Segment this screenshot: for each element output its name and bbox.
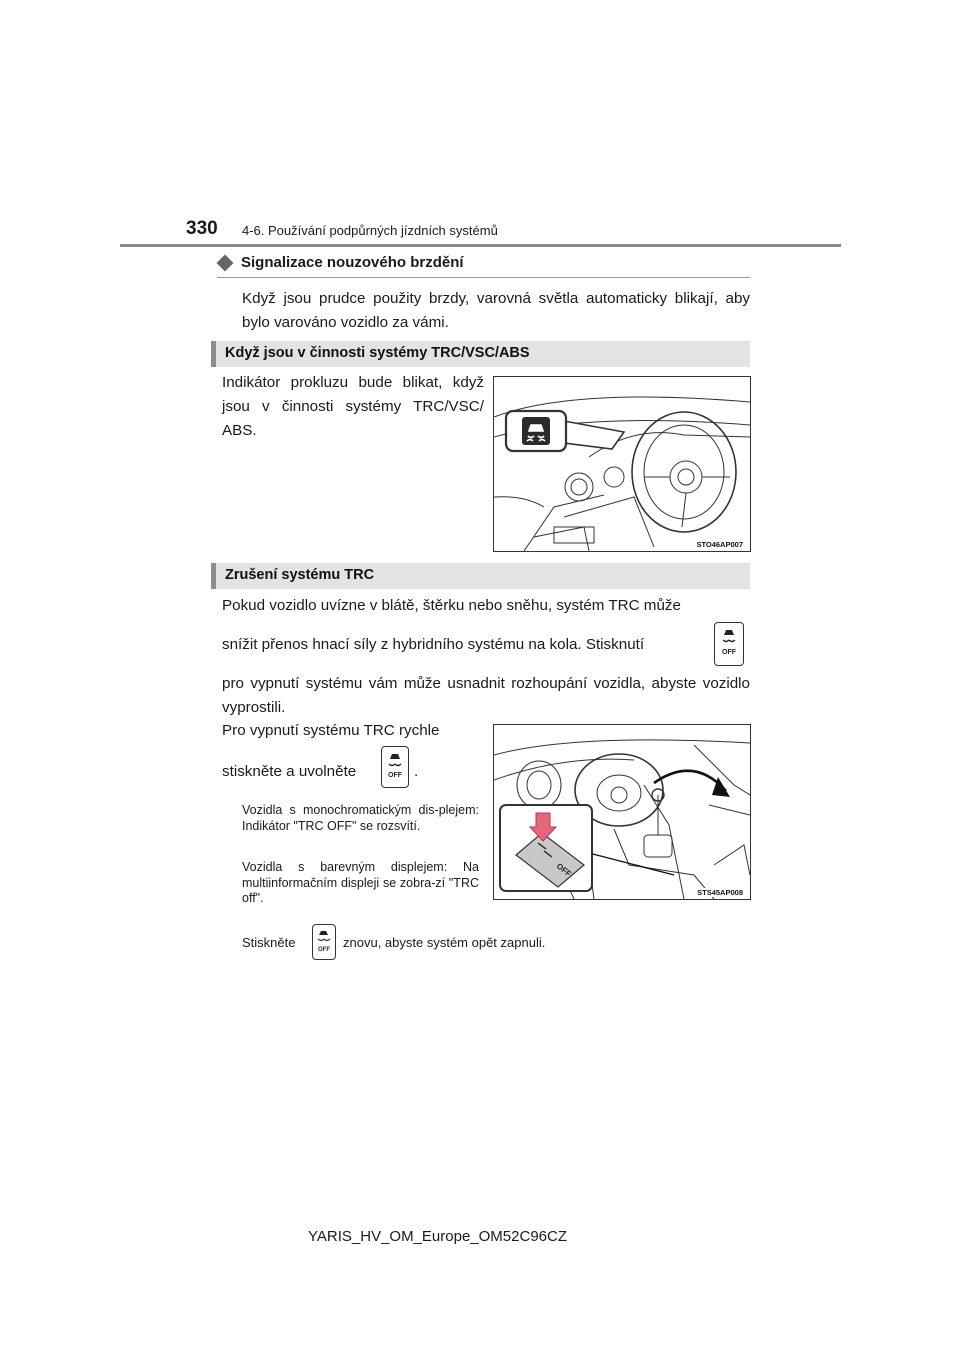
console-illustration: [494, 725, 750, 899]
trc-off-icon: [313, 925, 335, 959]
active-systems-body: Indikátor prokluzu bude blikat, když jsou v činnosti systémy TRC/VSC/ ABS.: [222, 374, 484, 439]
subheading-divider: [217, 277, 750, 278]
svg-text:OFF: OFF: [388, 772, 402, 779]
figure-code: STS45AP008: [697, 888, 743, 897]
emergency-brake-title: Signalizace nouzového brzdění: [241, 254, 464, 271]
press-again-part2: znovu, abyste systém opět zapnuli.: [343, 935, 546, 950]
trc-off-quick-period: .: [414, 763, 419, 780]
note-color-display: Vozidla s barevným displejem: Na multiinformačním displeji se zobra-zí "TRC off".: [242, 860, 479, 905]
trc-off-icon: [382, 747, 408, 787]
trc-button-figure: [493, 724, 751, 900]
trc-off-quick-line1: Pro vypnutí systému TRC rychle: [222, 722, 440, 739]
figure-code: STO46AP007: [696, 540, 743, 549]
trc-off-line2: snížit přenos hnací síly z hybridního systému na kola. Stisknutí: [222, 636, 645, 653]
dashboard-illustration: [494, 377, 750, 551]
active-systems-band: [211, 341, 750, 367]
trc-off-button-inline: [714, 622, 744, 666]
svg-text:OFF: OFF: [318, 947, 330, 953]
button-off-label: OFF: [722, 649, 736, 656]
emergency-brake-heading: [217, 254, 464, 271]
diamond-bullet-icon: [217, 254, 234, 271]
trc-off-title: Zrušení systému TRC: [225, 567, 375, 583]
note-monochrome-display: Vozidla s monochromatickým dis-plejem: Indikátor "TRC OFF" se rozsvítí.: [242, 803, 479, 833]
svg-text:OFF: OFF: [554, 861, 573, 879]
active-systems-title: Když jsou v činnosti systémy TRC/VSC/ABS: [225, 345, 530, 361]
trc-off-quick-line2: stiskněte a uvolněte: [222, 763, 357, 780]
header-divider: [120, 244, 841, 247]
trc-off-line3: pro vypnutí systému vám může usnadnit rozhoupání vozidla, abyste vozidlo vyprostili.: [222, 675, 750, 716]
document-footer-code: YARIS_HV_OM_Europe_OM52C96CZ: [308, 1228, 567, 1245]
emergency-brake-body: Když jsou prudce použity brzdy, varovná světla automaticky blikají, aby bylo varováno vozidlo za vámi.: [242, 290, 750, 331]
chapter-title: 4-6. Používání podpůrných jízdních systémů: [242, 223, 498, 238]
trc-off-icon: [715, 623, 743, 665]
trc-off-button-inline-2: [381, 746, 409, 788]
press-again-part1: Stiskněte: [242, 935, 296, 950]
page-number: 330: [186, 218, 218, 239]
trc-off-button-inline-3: [312, 924, 336, 960]
trc-off-band: [211, 563, 750, 589]
dashboard-figure: [493, 376, 751, 552]
trc-off-line1: Pokud vozidlo uvízne v blátě, štěrku nebo sněhu, systém TRC může: [222, 597, 681, 614]
